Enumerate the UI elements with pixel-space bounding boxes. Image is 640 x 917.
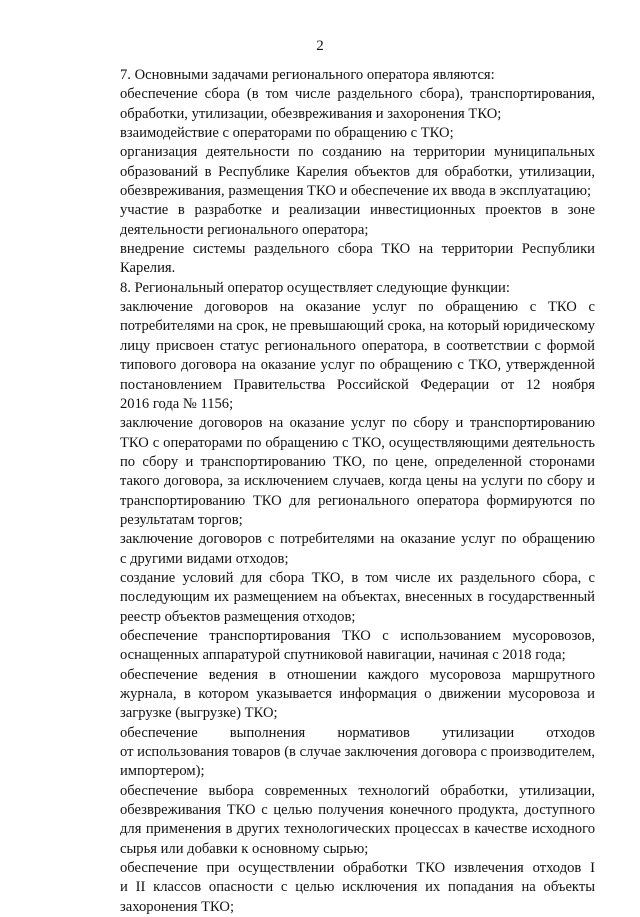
text-line: 8. Региональный оператор осуществляет следующие функции: [120, 279, 510, 296]
paragraph [88, 859, 595, 917]
paragraph [88, 414, 595, 530]
text-line: организация деятельности по созданию на территории муниципальных [120, 144, 595, 161]
text-line: образований в Республике Карелия объектов для обработки, утилизации, [120, 163, 595, 180]
text-line: обработки, утилизации, обезвреживания и захоронения ТКО; [120, 105, 502, 122]
text-line: деятельности регионального оператора; [120, 221, 369, 238]
text-line: захоронения ТКО; [120, 898, 235, 915]
text-line: обеспечение при осуществлении обработки ТКО извлечения отходов I [120, 860, 595, 877]
text-line: реестр объектов размещения отходов; [120, 608, 356, 625]
text-line: обеспечение ведения в отношении каждого мусоровоза маршрутного [120, 666, 595, 683]
text-line: обезвреживания, размещения ТКО и обеспечение их ввода в эксплуатацию; [120, 183, 592, 200]
text-line: взаимодействие с операторами по обращению с ТКО; [120, 125, 454, 142]
paragraph [88, 724, 595, 782]
text-line: обеспечение сбора (в том числе раздельного сбора), транспортирования, [120, 86, 595, 103]
text-line: и II классов опасности с целью исключения их попадания на объекты [120, 879, 595, 896]
text-line: заключение договоров с потребителями на оказание услуг по обращению [120, 531, 595, 548]
text-line: обезвреживания ТКО с целью получения конечного продукта, доступного [120, 802, 595, 819]
text-line: Карелия. [120, 260, 176, 277]
text-line: ТКО с операторами по обращению с ТКО, осуществляющими деятельность [120, 434, 595, 451]
page-number: 2 [316, 38, 324, 54]
text-line: участие в разработке и реализации инвестиционных проектов в зоне [120, 202, 595, 219]
text-line: последующим их размещением на объектах, внесенных в государственный [120, 589, 595, 606]
text-line: оснащенных аппаратурой спутниковой навигации, начиная с 2018 года; [120, 647, 566, 664]
paragraph [88, 530, 595, 569]
text-line: для применения в других технологических процессах в качестве исходного [120, 821, 595, 838]
paragraph [88, 569, 595, 627]
paragraph [88, 143, 595, 201]
text-line: по сбору и транспортированию ТКО, по цене, определенной сторонами [120, 453, 595, 470]
text-line: лицу присвоен статус регионального оператора, в соответствии с формой [120, 337, 595, 354]
text-line: обеспечение транспортирования ТКО с использованием мусоровозов, [120, 627, 595, 644]
text-line: транспортированию ТКО для регионального оператора формируются по [120, 492, 595, 509]
text-line: с другими видами отходов; [120, 550, 289, 567]
text-line: обеспечение выполнения нормативов утилизации отходов [120, 724, 595, 741]
text-line: 7. Основными задачами регионального оператора являются: [120, 67, 495, 83]
text-line: заключение договоров на оказание услуг по обращению с ТКО с [120, 299, 595, 316]
paragraph [88, 201, 595, 240]
text-line: постановлением Правительства Российской Федерации от 12 ноября [120, 376, 595, 393]
paragraph [88, 66, 595, 85]
text-line: 2016 года № 1156; [120, 395, 234, 412]
paragraph [88, 85, 595, 124]
paragraph [88, 124, 595, 143]
text-line: журнала, в котором указывается информация о движении мусоровоза и [120, 686, 595, 702]
text-line: результатам торгов; [120, 511, 243, 528]
document-body [88, 66, 595, 917]
text-line: от использования товаров (в случае заключения договора с производителем, [120, 744, 596, 761]
text-line: обеспечение выбора современных технологий обработки, утилизации, [120, 782, 595, 799]
text-line: типового договора на оказание услуг по обращению с ТКО, утвержденной [120, 357, 595, 374]
paragraph [88, 627, 595, 666]
paragraph [88, 666, 595, 724]
text-line: такого договора, за исключением случаев, когда цены на услуги по сбору и [120, 473, 595, 490]
text-line: импортером); [120, 763, 205, 780]
text-line: загрузке (выгрузке) ТКО; [120, 705, 278, 722]
paragraph [88, 240, 595, 279]
text-line: создание условий для сбора ТКО, в том числе их раздельного сбора, с [120, 569, 595, 586]
text-line: заключение договоров на оказание услуг по сбору и транспортированию [120, 415, 595, 432]
text-line: внедрение системы раздельного сбора ТКО на территории Республики [120, 241, 595, 258]
paragraph [88, 782, 595, 859]
text-line: сырья или добавки к основному сырью; [120, 840, 369, 857]
paragraph [88, 279, 595, 298]
paragraph [88, 298, 595, 414]
text-line: потребителями на срок, не превышающий срока, на который юридическому [120, 318, 595, 335]
